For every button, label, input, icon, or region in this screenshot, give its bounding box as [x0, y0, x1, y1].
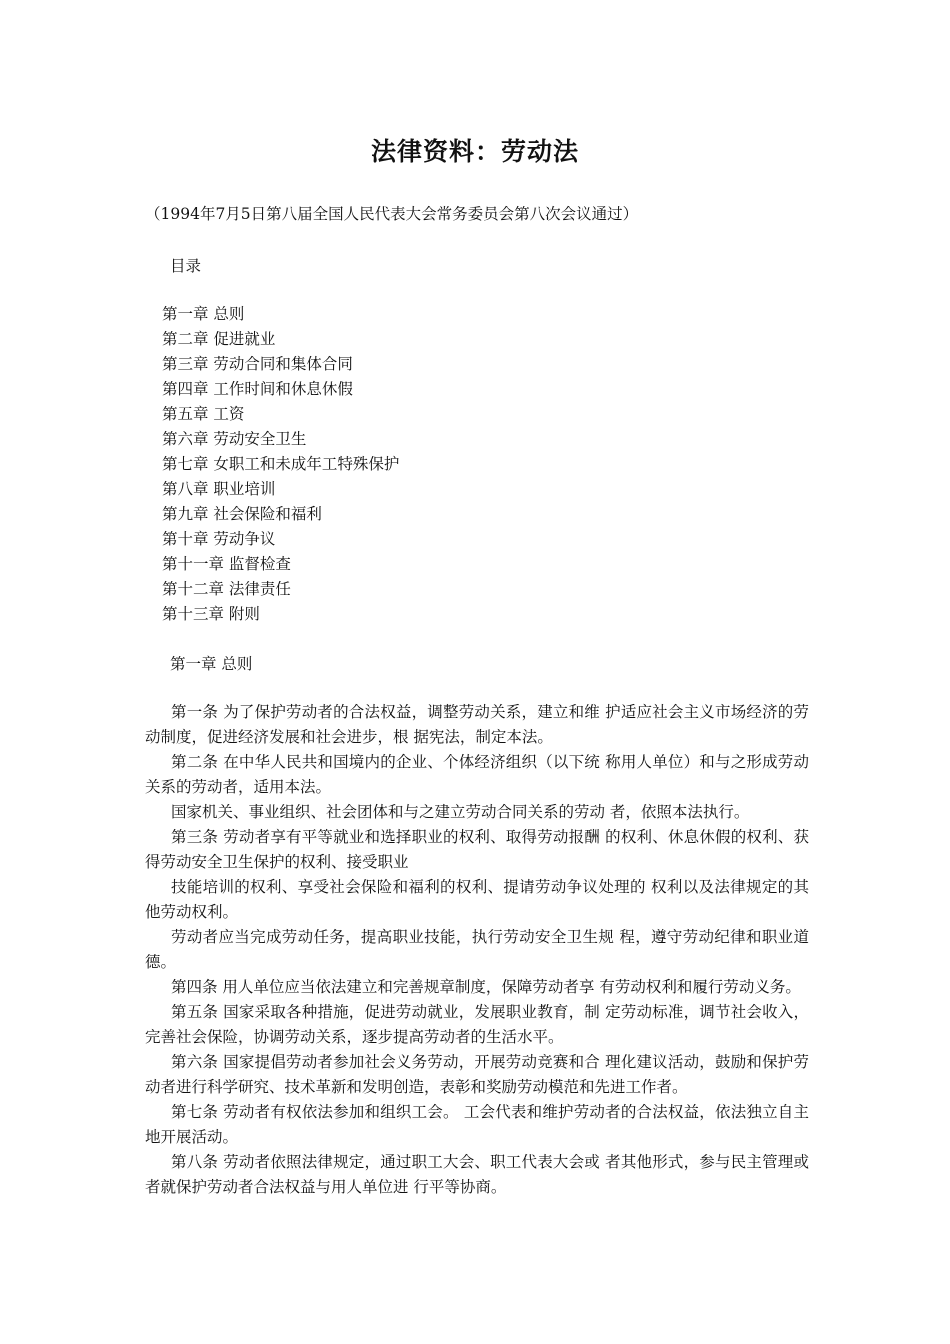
article-paragraph: 第一条 为了保护劳动者的合法权益，调整劳动关系，建立和维 护适应社会主义市场经济的劳动制度，促进经济发展和社会进步，根 据宪法，制定本法。: [145, 703, 809, 746]
chapter-heading: 第一章 总则: [170, 655, 253, 673]
toc-item: 第十三章 附则: [162, 605, 260, 623]
article-paragraph: 第五条 国家采取各种措施，促进劳动就业，发展职业教育，制 定劳动标准，调节社会收入，完善社会保险，协调劳动关系，逐步提高劳动者的生活水平。: [145, 1003, 809, 1046]
document-subtitle: （1994年7月5日第八届全国人民代表大会常务委员会第八次会议通过）: [145, 205, 639, 223]
toc-item: 第二章 促进就业: [162, 330, 276, 348]
article-paragraph: 技能培训的权利、享受社会保险和福利的权利、提请劳动争议处理的 权利以及法律规定的其他劳动权利。: [145, 878, 809, 921]
article-paragraph: 第四条 用人单位应当依法建立和完善规章制度，保障劳动者享 有劳动权利和履行劳动义务。: [171, 978, 801, 996]
toc-item: 第九章 社会保险和福利: [162, 505, 322, 523]
article-paragraph: 第七条 劳动者有权依法参加和组织工会。 工会代表和维护劳动者的合法权益，依法独立自主地开展活动。: [145, 1103, 809, 1146]
toc-heading: 目录: [170, 257, 202, 275]
article-paragraph: 劳动者应当完成劳动任务，提高职业技能，执行劳动安全卫生规 程，遵守劳动纪律和职业道德。: [145, 928, 809, 971]
article-paragraph: 第二条 在中华人民共和国境内的企业、个体经济组织（以下统 称用人单位）和与之形成劳动关系的劳动者，适用本法。: [145, 753, 809, 796]
article-paragraph: 第六条 国家提倡劳动者参加社会义务劳动，开展劳动竞赛和合 理化建议活动，鼓励和保护劳动者进行科学研究、技术革新和发明创造，表彰和奖励劳动模范和先进工作者。: [145, 1053, 809, 1096]
toc-item: 第七章 女职工和未成年工特殊保护: [162, 455, 400, 473]
toc-item: 第四章 工作时间和休息休假: [162, 380, 353, 398]
article-paragraph: 第八条 劳动者依照法律规定，通过职工大会、职工代表大会或 者其他形式，参与民主管理或者就保护劳动者合法权益与用人单位进 行平等协商。: [145, 1153, 809, 1196]
toc-item: 第十章 劳动争议: [162, 530, 276, 548]
toc-item: 第八章 职业培训: [162, 480, 276, 498]
toc-item: 第六章 劳动安全卫生: [162, 430, 307, 448]
toc-item: 第十二章 法律责任: [162, 580, 291, 598]
toc-item: 第一章 总则: [162, 305, 245, 323]
toc-item: 第五章 工资: [162, 405, 245, 423]
toc-item: 第十一章 监督检查: [162, 555, 291, 573]
document-title: 法律资料：劳动法: [370, 137, 579, 166]
table-of-contents: [162, 302, 399, 627]
chapter-body: [145, 700, 809, 1200]
toc-item: 第三章 劳动合同和集体合同: [162, 355, 353, 373]
article-paragraph: 第三条 劳动者享有平等就业和选择职业的权利、取得劳动报酬 的权利、休息休假的权利、获得劳动安全卫生保护的权利、接受职业: [145, 828, 809, 871]
article-paragraph: 国家机关、事业组织、社会团体和与之建立劳动合同关系的劳动 者，依照本法执行。: [171, 803, 750, 821]
